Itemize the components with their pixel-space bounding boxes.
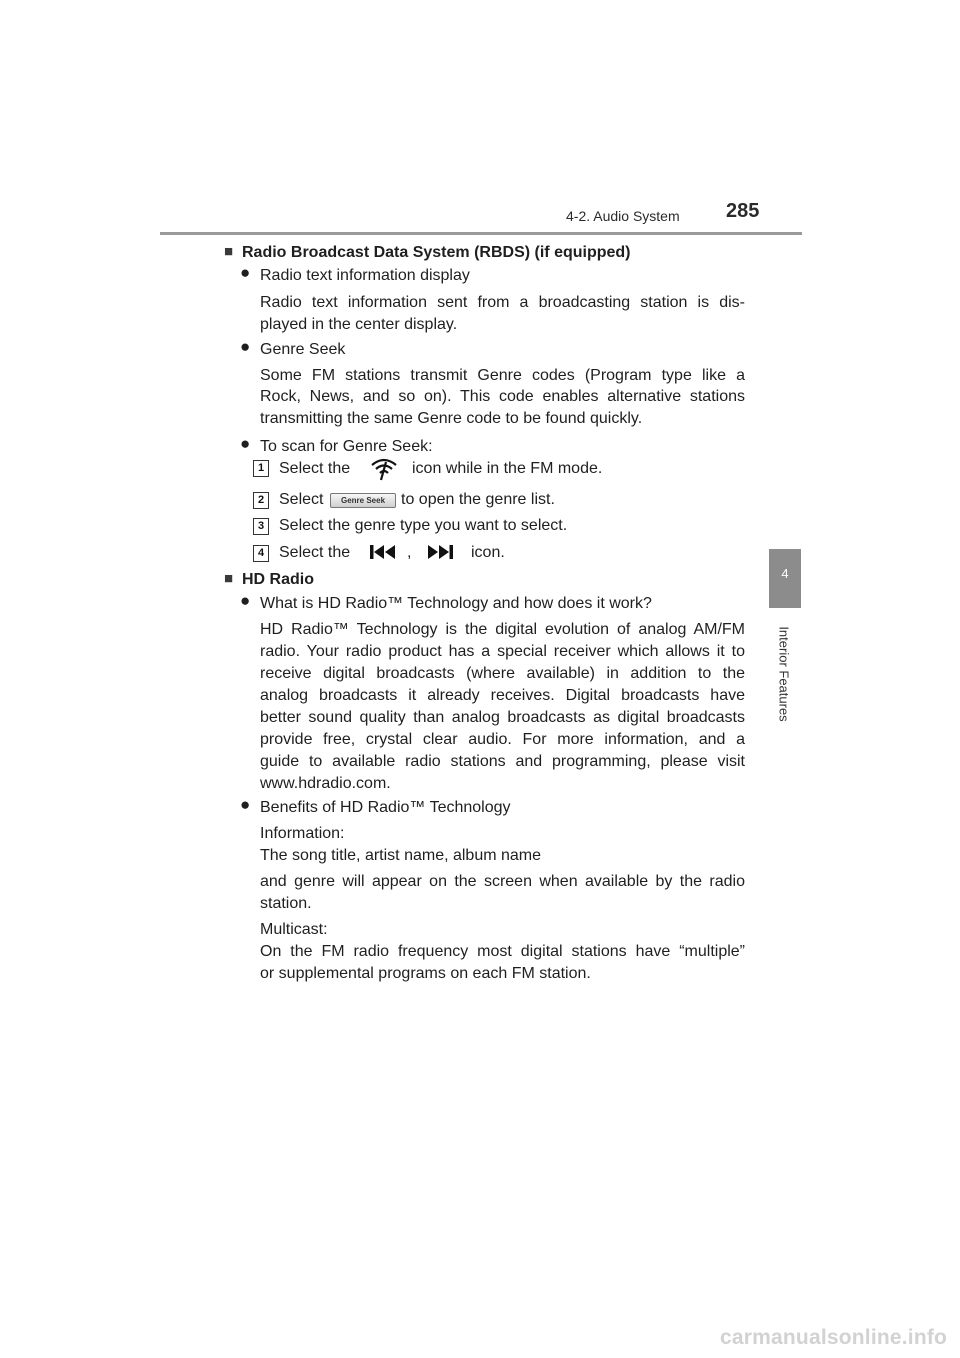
bullet-dot-icon: ● <box>240 434 251 453</box>
bullet-dot-icon: ● <box>240 591 251 610</box>
seek-previous-icon <box>368 543 398 561</box>
hd-heading: HD Radio <box>242 571 314 588</box>
hd-link[interactable]: www.hdradio.com. <box>260 775 391 792</box>
step-4-text-after: icon. <box>471 544 505 561</box>
chapter-title-vertical <box>772 622 796 726</box>
watermark: carmanualsonline.info <box>720 1326 948 1349</box>
genre-seek-body-line: Rock, News, and so on). This code enables alternative stations <box>260 388 745 405</box>
bullet-dot-icon: ● <box>240 337 251 356</box>
rbds-heading: Radio Broadcast Data System (RBDS) (if equipped) <box>242 244 631 261</box>
genre-seek-button: Genre Seek <box>330 493 396 508</box>
bullet-dot-icon: ● <box>240 795 251 814</box>
chapter-number: 4 <box>781 566 789 581</box>
genre-seek-body-line: Some FM stations transmit Genre codes (Program type like a <box>260 367 745 384</box>
section-title: 4-2. Audio System <box>566 208 680 224</box>
bullet-dot-icon: ● <box>240 263 251 282</box>
step-number: 3 <box>253 518 269 535</box>
step-2-text-before: Select <box>279 491 324 508</box>
step-number: 1 <box>253 460 269 477</box>
seek-next-icon <box>425 543 455 561</box>
multicast-body-line: or supplemental programs on each FM station. <box>260 965 591 982</box>
chapter-title: Interior Features <box>776 626 792 722</box>
step-4-text-before: Select the <box>279 544 351 561</box>
hd-what-body-line: provide free, crystal clear audio. For more information, and a <box>260 731 745 748</box>
info-body-line: and genre will appear on the screen when available by the radio <box>260 873 745 890</box>
hd-what-body-line: analog broadcasts it already receives. Digital broadcasts have <box>260 687 745 704</box>
hd-what-body-line: better sound quality than analog broadcasts as digital broadcasts <box>260 709 745 726</box>
hd-what-body-line: receive digital broadcasts (where available) in addition to the <box>260 665 745 682</box>
hd-what-body-line: guide to available radio stations and programming, please visit <box>260 753 745 770</box>
header-rule <box>160 232 802 235</box>
genre-seek-icon <box>370 456 398 482</box>
radio-text-body-line: played in the center display. <box>260 316 458 333</box>
hd-what-body-line: HD Radio™ Technology is the digital evolution of analog AM/FM <box>260 621 745 638</box>
step-number: 2 <box>253 492 269 509</box>
radio-text-title: Radio text information display <box>260 267 470 284</box>
step-3-text: Select the genre type you want to select. <box>279 517 568 534</box>
radio-text-body-line: Radio text information sent from a broadcasting station is dis- <box>260 294 745 311</box>
info-body-line: station. <box>260 895 312 912</box>
step-1-text-before: Select the <box>279 460 351 477</box>
step-1-text-after: icon while in the FM mode. <box>412 460 603 477</box>
hd-what-title: What is HD Radio™ Technology and how does it work? <box>260 595 652 612</box>
genre-seek-body-line: transmitting the same Genre code to be found quickly. <box>260 410 643 427</box>
page-number: 285 <box>726 200 760 222</box>
scan-title: To scan for Genre Seek: <box>260 438 433 455</box>
square-marker-icon: ■ <box>224 570 234 587</box>
multicast-body-line: On the FM radio frequency most digital stations have “multiple” <box>260 943 745 960</box>
step-number: 4 <box>253 545 269 562</box>
info-line: The song title, artist name, album name <box>260 847 542 864</box>
step-4-separator: , <box>407 544 412 561</box>
step-2-text-after: to open the genre list. <box>401 491 555 508</box>
genre-seek-title: Genre Seek <box>260 341 346 358</box>
square-marker-icon: ■ <box>224 243 234 260</box>
info-label: Information: <box>260 825 345 842</box>
hd-what-body-line: radio. Your radio product has a special receiver which allows it to <box>260 643 745 660</box>
hd-benefits-title: Benefits of HD Radio™ Technology <box>260 799 511 816</box>
multicast-label: Multicast: <box>260 921 328 938</box>
